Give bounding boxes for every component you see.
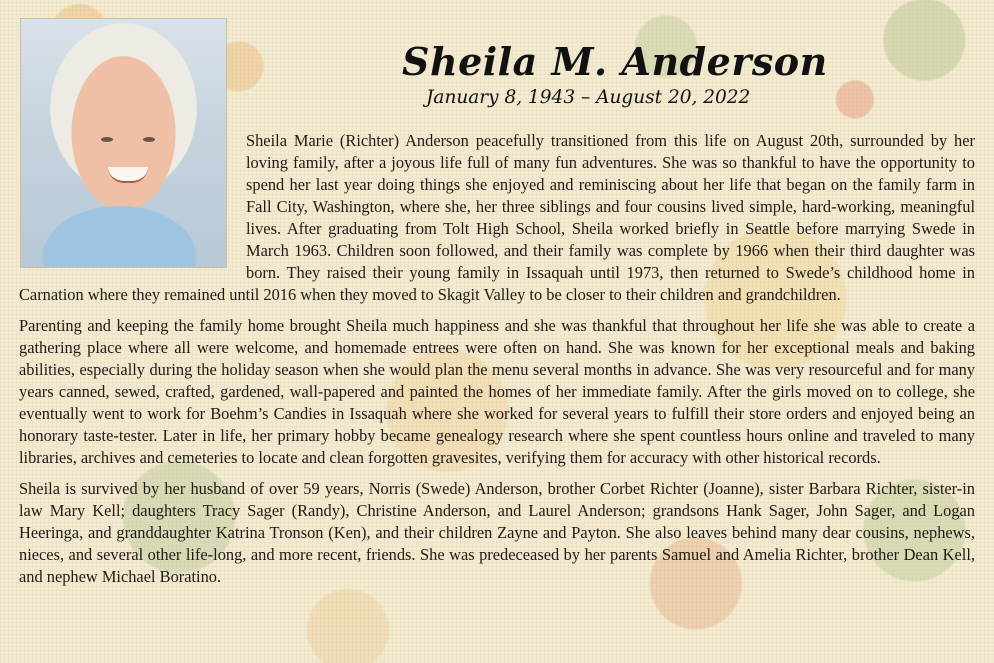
photo-wrap-spacer <box>19 130 246 266</box>
obituary-body <box>19 130 975 597</box>
obituary-paragraph-2: Parenting and keeping the family home brought Sheila much happiness and she was thankful that throughout her life she was able to create a gathering place where all were welcome, and homemade entrees were often on hand. She was known for her exceptional meals and baking abilities, especially during the holiday season when she would plan the menu several months in advance. She was very resourceful and for many years canned, sewed, crafted, gardened, wall-papered and painted the homes of her immediate family. After the girls moved on to college, she eventually went to work for Boehm’s Candies in Issaquah where she worked for several years to fulfill their store orders and enjoyed being an honorary taste-tester. Later in life, her primary hobby became genealogy research where she spent countless hours online and traveled to many libraries, archives and cemeteries to locate and clean forgotten gravesites, verifying them for accuracy with other historical records. <box>19 316 975 467</box>
obituary-paragraph-3: Sheila is survived by her husband of over 59 years, Norris (Swede) Anderson, brother Corbet Richter (Joanne), sister Barbara Richter, sister-in law Mary Kell; daughters Tracy Sager (Randy), Christine Anderson, and Laurel Anderson; grandsons Hank Sager, John Sager, and Logan Heeringa, and granddaughter Katrina Tronson (Ken), and their children Zayne and Payton. She also leaves behind many dear cousins, nephews, nieces, and several other life-long, and more recent, friends. She was predeceased by her parents Samuel and Amelia Richter, brother Dean Kell, and nephew Michael Boratino. <box>19 479 975 586</box>
obituary-dates: January 8, 1943 – August 20, 2022 <box>426 87 751 108</box>
obituary-paragraph-1: Sheila Marie (Richter) Anderson peacefully transitioned from this life on August 20th, surrounded by her loving family, after a joyous life full of many fun adventures. She was so thankful to have the opportunity to spend her last year doing things she enjoyed and reminiscing about her life that began on the family farm in Fall City, Washington, where she, her three siblings and four cousins lived simple, hard-working, meaningful lives. After graduating from Tolt High School, Sheila worked briefly in Seattle before marrying Swede in March 1963. Children soon followed, and their family was complete by 1966 when their third daughter was born. They raised their young family in Issaquah until 1973, then returned to Swede’s childhood home in Carnation where they remained until 2016 when they moved to Skagit Valley to be closer to their children and grandchildren. <box>19 131 975 304</box>
obituary-name: Sheila M. Anderson <box>402 39 828 84</box>
